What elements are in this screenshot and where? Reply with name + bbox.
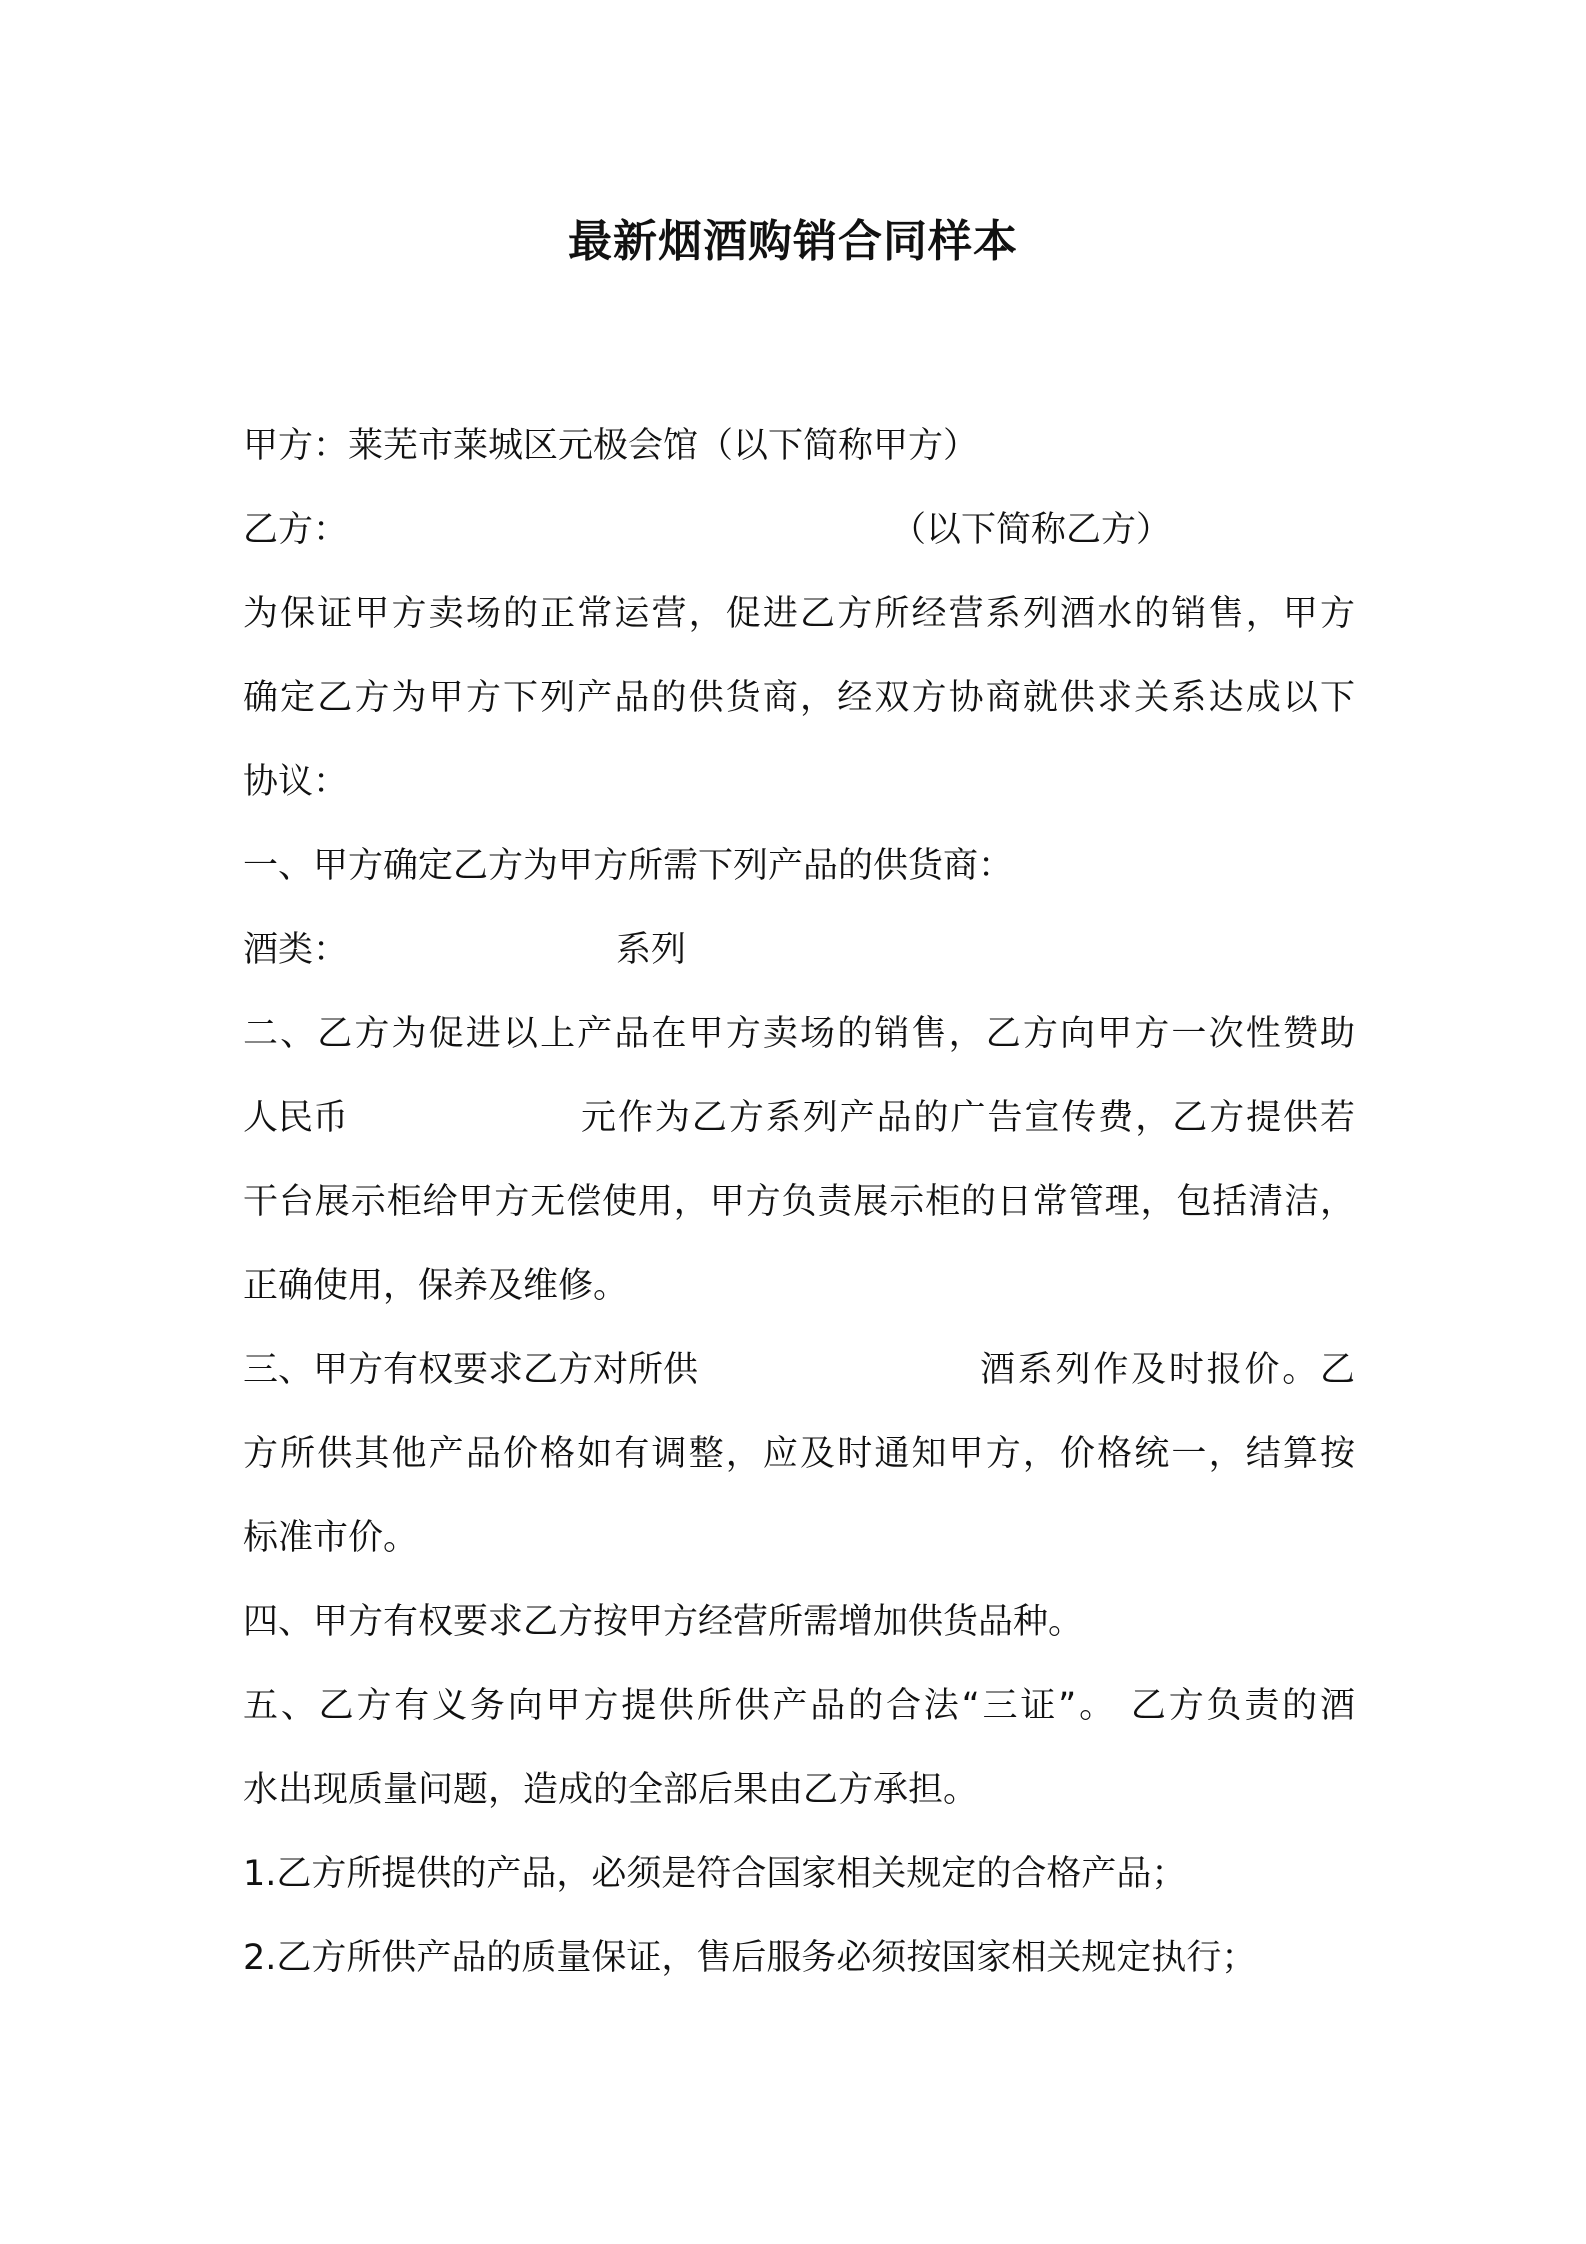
item-1: 1.乙方所提供的产品，必须是符合国家相关规定的合格产品； <box>243 1854 1187 1894</box>
clause-3-line-3: 标准市价。 <box>243 1518 419 1558</box>
party-b-line <box>243 488 1355 572</box>
clause-2-line-2 <box>243 1076 1355 1160</box>
document-body <box>243 404 1355 2000</box>
document-title: 最新烟酒购销合同样本 <box>568 216 1018 267</box>
wine-label: 酒类： <box>243 930 349 970</box>
wine-line <box>243 908 1355 992</box>
clause-2-line-3: 干台展示柜给甲方无偿使用，甲方负责展示柜的日常管理，包括清洁， <box>243 1182 1355 1222</box>
clause-2-ad-fee: 元作为乙方系列产品的广告宣传费，乙方提供若 <box>581 1098 1355 1138</box>
clause-2-line-1: 二、乙方为促进以上产品在甲方卖场的销售，乙方向甲方一次性赞助 <box>243 1014 1355 1054</box>
clause-2-line-4: 正确使用，保养及维修。 <box>243 1266 629 1306</box>
clause-2-rmb: 人民币 <box>243 1098 349 1138</box>
clause-5-line-1: 五、乙方有义务向甲方提供所供产品的合法“三证”。 乙方负责的酒 <box>243 1686 1355 1726</box>
party-a-line: 甲方：莱芜市莱城区元极会馆（以下简称甲方） <box>243 426 979 466</box>
clause-3-quote: 酒系列作及时报价。乙 <box>980 1350 1355 1390</box>
clause-3-line-2: 方所供其他产品价格如有调整，应及时通知甲方，价格统一，结算按 <box>243 1434 1355 1474</box>
item-2: 2.乙方所供产品的质量保证，售后服务必须按国家相关规定执行； <box>243 1938 1257 1978</box>
party-b-label: 乙方： <box>243 510 349 550</box>
clause-5-line-2: 水出现质量问题，造成的全部后果由乙方承担。 <box>243 1770 979 1810</box>
wine-series: 系列 <box>616 930 687 970</box>
intro-line-2: 确定乙方为甲方下列产品的供货商，经双方协商就供求关系达成以下 <box>243 678 1355 718</box>
clause-3-line-1 <box>243 1328 1355 1412</box>
clause-1: 一、甲方确定乙方为甲方所需下列产品的供货商： <box>243 846 1014 886</box>
intro-line-3: 协议： <box>243 762 349 802</box>
party-b-suffix: （以下简称乙方） <box>891 510 1172 550</box>
clause-4: 四、甲方有权要求乙方按甲方经营所需增加供货品种。 <box>243 1602 1084 1642</box>
intro-line-1: 为保证甲方卖场的正常运营，促进乙方所经营系列酒水的销售，甲方 <box>243 594 1355 634</box>
clause-3-start: 三、甲方有权要求乙方对所供 <box>243 1350 699 1390</box>
